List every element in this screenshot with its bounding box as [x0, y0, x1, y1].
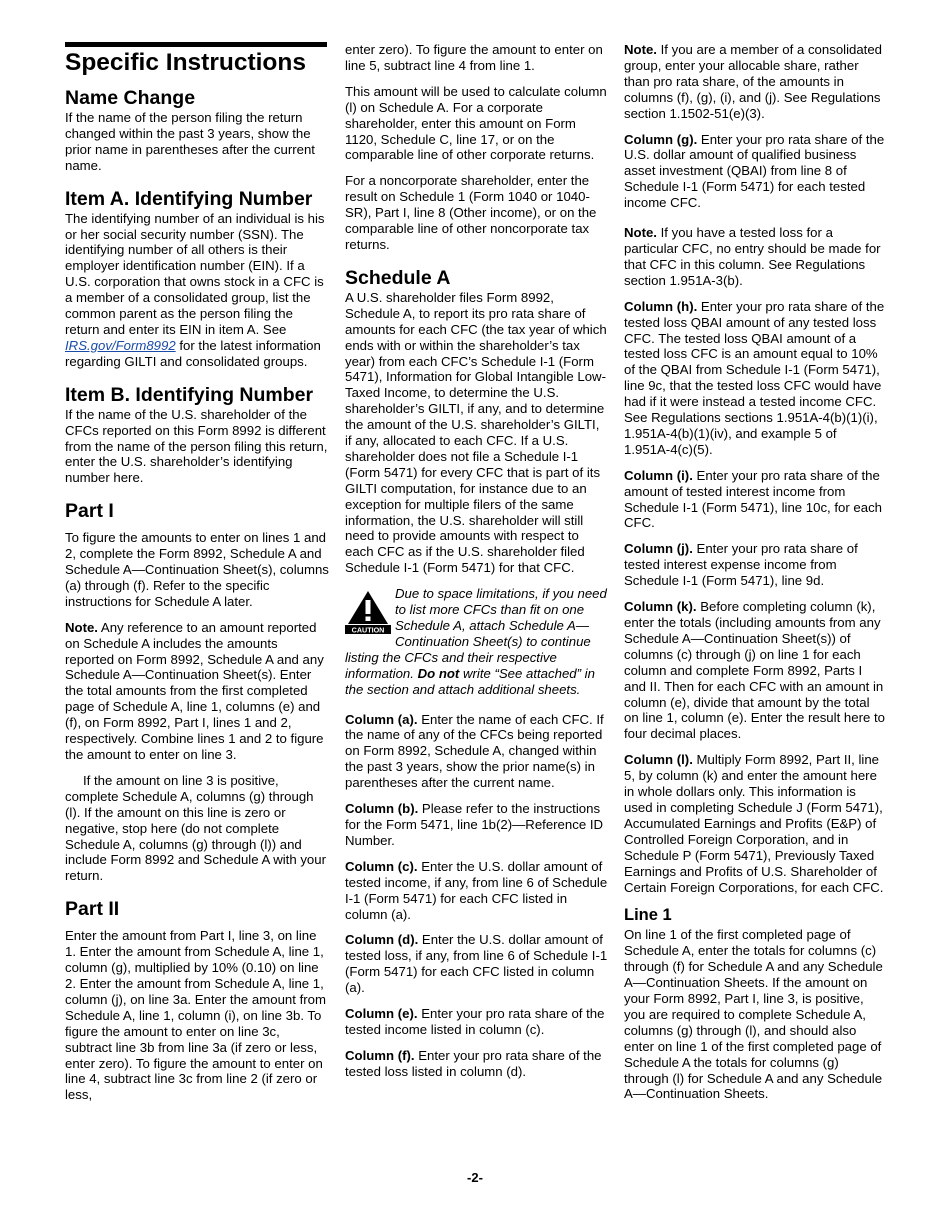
schedule-a-text: A U.S. shareholder files Form 8992, Schedule A, to report its pro rata share of amounts for each CFC (the tax year of which ends with or within the shareholder’s tax year) from each CFC’s Schedule I-1 (Form 5471), Information for Global Intangible Low-Taxed Income, to determine the U.S. shareholder’s GILTI, if any, and to determine the amount of the U.S. shareholder’s GILTI, if any, allocated to each CFC. If a U.S. shareholder does not file a Schedule I-1 (Form 5471) for every CFC that is part of its GILTI computation, for instance due to an exception for multiple filers of the same information, the U.S. shareholder will still need to provide amounts with respect to each CFC as if the U.S. shareholder filed Schedule I-1 (Form 5471) for that CFC.	[345, 289, 607, 576]
part-1-text-2: If the amount on line 3 is positive, complete Schedule A, columns (g) through (l). If the amount on this line is zero or negative, stop here (do not complete Schedule A, columns (g) through (l)) and include Form 8992 and Schedule A with your return.	[65, 772, 326, 884]
column-i-instructions: Column (i). Enter your pro rata share of the amount of tested interest income from Schedule I-1 (Form 5471), line 10c, for each CFC.	[624, 467, 883, 531]
column-f-instructions: Column (f). Enter your pro rata share of the tested loss listed in column (d).	[345, 1047, 602, 1079]
part-1-note: Note. Any reference to an amount reported on Schedule A includes the amounts reported on Form 8992, Schedule A and any Schedule A—Continuation Sheet(s). Enter the total amounts from the first completed page of Schedule A, line 1, columns (e) and (f), on Form 8992, Part I, lines 1 and 2, respectively. Combine lines 1 and 2 to figure the amount to enter on line 3.	[65, 619, 324, 762]
noncorporate-shareholder-text: For a noncorporate shareholder, enter the result on Schedule 1 (Form 1040 or 1040-SR), Part I, line 8 (Other income), or on the comparable line of other noncorporate tax returns.	[345, 173, 597, 252]
item-b-text: If the name of the U.S. shareholder of the CFCs reported on this Form 8992 is different from the name of the person filing this return, enter the U.S. shareholder’s identifying number here.	[65, 406, 328, 486]
column-b-instructions: Column (b). Please refer to the instructions for the Form 5471, line 1b(2)—Reference ID Number.	[345, 801, 604, 848]
consolidated-group-note: Note. If you are a member of a consolidated group, enter your allocable share, rather than pro rata share, of the amounts in columns (f), (g), (i), and (j). See Regulations section 1.1502-51(e)(3).	[624, 42, 883, 121]
column-l-instructions: Column (l). Multiply Form 8992, Part II, line 5, by column (k) and enter the amount here in whole dollars only. This information is used in completing Schedule J (Form 5471), Accumulated Earnings and Profits (E&P) of Controlled Foreign Corporation, and in Schedule P (Form 5471), Previously Taxed Earnings and Profits of U.S. Shareholder of Certain Foreign Corporations, for each CFC.	[624, 752, 884, 895]
line-1-heading: Line 1	[624, 906, 672, 925]
column-k-instructions: Column (k). Before completing column (k), enter the totals (including amounts from any Schedule A—Continuation Sheet(s)) of columns (c) through (j) on line 1 for each column and complete Form 8992, Parts I and II. Then for each CFC with an amount in column (e), divide that amount by the total on line 1, column (e). Enter the result here to four decimal places.	[624, 599, 885, 742]
part-1-heading: Part I	[65, 500, 114, 523]
page-title: Specific Instructions	[65, 49, 306, 76]
page-number: -2-	[467, 1170, 483, 1185]
svg-text:CAUTION: CAUTION	[351, 625, 385, 635]
column-1	[65, 42, 329, 1113]
column-j-instructions: Column (j). Enter your pro rata share of tested interest expense income from Schedule I-1 (Form 5471), line 9d.	[624, 541, 858, 589]
column-c-instructions: Column (c). Enter the U.S. dollar amount of tested income, if any, from line 6 of Schedule I-1 (Form 5471) for each CFC listed in column (a).	[345, 858, 608, 922]
column-a-instructions: Column (a). Enter the name of each CFC. If the name of any of the CFCs being reported on Form 8992, Schedule A, changed within the past 3 years, show the prior name(s) in parentheses after the current name.	[345, 711, 604, 791]
column-3	[624, 42, 886, 1112]
line-1-text: On line 1 of the first completed page of Schedule A, enter the totals for columns (c) through (f) for Schedule A and any Schedule A—Continuation Sheets. If the amount on your Form 8992, Part I, line 3, is positive, you are required to complete Schedule A, columns (g) through (l), and should also enter on line 1 of the first completed page of Schedule A the totals for columns (g) through (l) for Schedule A and any Schedule A—Continuation Sheets.	[624, 927, 883, 1102]
column-h-instructions: Column (h). Enter your pro rata share of the tested loss QBAI amount of any tested loss CFC. The tested loss QBAI amount of a tested loss CFC is an amount equal to 10% of the QBAI from Schedule I-1 (Form 5471), line 9c, that the tested loss CFC would have had if it were instead a tested income CFC. See Regulations sections 1.951A-4(b)(1)(i), 1.951A-4(b)(1)(iv), and example 5 of 1.951A-4(c)(5).	[624, 298, 885, 457]
caution-box	[345, 586, 608, 697]
irs-form8992-link[interactable]: IRS.gov/Form8992	[65, 337, 176, 353]
name-change-text: If the name of the person filing the return changed within the past 3 years, show the prior name in parentheses after the current name.	[65, 110, 315, 173]
item-a-heading: Item A. Identifying Number	[65, 187, 313, 210]
schedule-a-heading: Schedule A	[345, 266, 451, 289]
name-change-heading: Name Change	[65, 87, 196, 109]
part-2-text: Enter the amount from Part I, line 3, on line 1. Enter the amount from Schedule A, line 1, column (g), multiplied by 10% (0.10) on line 2. Enter the amount from Schedule A, line 1, column (j), on line 3a. Enter the amount from Schedule A, line 1, column (i), on line 3b. To figure the amount to enter on line 3c, subtract line 3b from line 3a (if zero or less, enter zero). To figure the amount to enter on line 4, subtract line 3c from line 2 (if zero or less,	[65, 928, 326, 1103]
column-2	[345, 42, 608, 1090]
part-1-text: To figure the amounts to enter on lines 1 and 2, complete the Form 8992, Schedule A and Schedule A—Continuation Sheet(s), columns (a) through (f). Refer to the specific instructions for Schedule A later.	[65, 530, 329, 609]
item-a-text: The identifying number of an individual is his or her social security number (SSN). The identifying number of all others is their employer identification number (EIN). If a U.S. corporation that owns stock in a CFC is a member of a consolidated group, list the common parent as the person filing the return and enter its EIN in item A. See IRS.gov/Form8992 for the latest information regarding GILTI and consolidated groups.	[65, 210, 325, 369]
column-d-instructions: Column (d). Enter the U.S. dollar amount of tested loss, if any, from line 6 of Schedule I-1 (Form 5471) for each CFC listed in column (a).	[345, 932, 608, 996]
column-e-instructions: Column (e). Enter your pro rata share of the tested income listed in column (c).	[345, 1006, 605, 1037]
tested-loss-note: Note. If you have a tested loss for a particular CFC, no entry should be made for that CFC in this column. See Regulations section 1.951A-3(b).	[624, 225, 881, 288]
part-2-heading: Part II	[65, 898, 120, 921]
column-g-instructions: Column (g). Enter your pro rata share of the U.S. dollar amount of qualified business asset investment (QBAI) from line 8 of Schedule I-1 (Form 5471) for each tested income CFC.	[624, 131, 885, 211]
caution-icon	[345, 588, 391, 634]
caution-text: Due to space limitations, if you need to list more CFCs than fit on one Schedule A, attach Schedule A—Continuation Sheet(s) to continue listing the CFCs and their respective information. Do not write “See attached” in the section and attach additional sheets.	[345, 586, 607, 697]
part-2-continued: enter zero). To figure the amount to enter on line 5, subtract line 4 from line 1.	[345, 42, 603, 73]
item-b-heading: Item B. Identifying Number	[65, 383, 314, 406]
corporate-shareholder-text: This amount will be used to calculate column (l) on Schedule A. For a corporate shareholder, enter this amount on Form 1120, Schedule C, line 17, or on the comparable line of other corporate returns.	[345, 83, 607, 163]
